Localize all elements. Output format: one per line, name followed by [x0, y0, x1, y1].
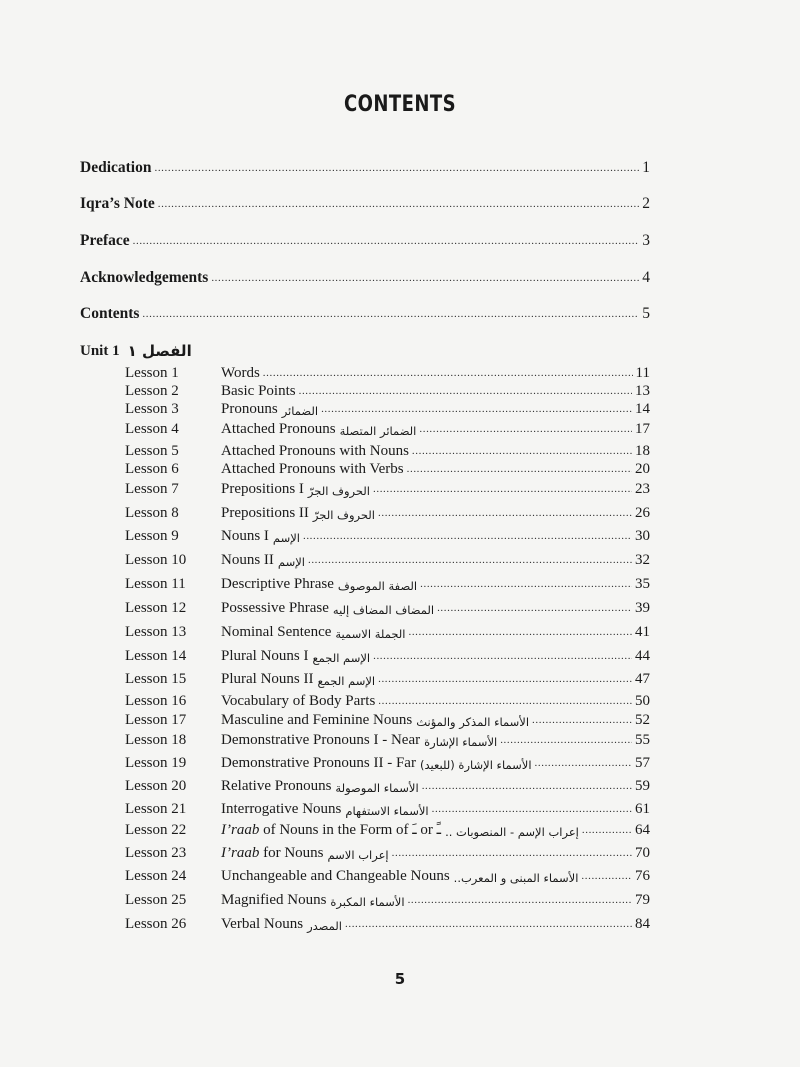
lesson-title-text: Unchangeable and Changeable Nouns [221, 868, 450, 884]
lesson-number: Lesson 23 [125, 845, 187, 861]
lesson-number: Lesson 16 [125, 693, 187, 709]
unit-heading [80, 342, 192, 360]
leader-dots [378, 674, 632, 688]
toc-lesson-row[interactable] [125, 709, 650, 729]
toc-lesson-row[interactable] [125, 525, 650, 545]
leader-dots [422, 781, 632, 795]
toc-lesson-row[interactable] [125, 729, 650, 749]
lesson-arabic-title: الضمائر [281, 404, 319, 418]
unit-arabic: الفصل ١ [127, 342, 192, 360]
lesson-title [221, 421, 336, 438]
lesson-title-text: Basic Points [221, 383, 296, 399]
lesson-page: 50 [635, 693, 650, 709]
lesson-title-text: Pronouns [221, 401, 278, 417]
toc-lesson-row[interactable] [125, 798, 650, 818]
entry-page: 1 [642, 159, 650, 176]
lesson-title-text: Descriptive Phrase [221, 576, 334, 592]
toc-lesson-row[interactable] [125, 913, 650, 933]
lesson-page: 52 [635, 712, 650, 728]
toc-lesson-row[interactable] [125, 502, 650, 522]
entry-page: 4 [642, 269, 650, 286]
lesson-title-italic: I’raab [221, 845, 260, 861]
lesson-title [221, 600, 329, 617]
lesson-title-text: Prepositions I [221, 481, 304, 497]
toc-lesson-row[interactable] [125, 418, 650, 438]
lesson-page: 14 [635, 401, 650, 417]
lesson-title [221, 916, 303, 933]
toc-entry-contents[interactable] [80, 301, 650, 323]
lesson-page: 11 [635, 365, 650, 381]
lesson-page: 84 [635, 916, 650, 932]
lesson-number: Lesson 17 [125, 712, 187, 728]
toc-lesson-row[interactable] [125, 440, 650, 460]
lesson-title [221, 671, 314, 688]
leader-dots [419, 424, 632, 438]
toc-lesson-row[interactable] [125, 478, 650, 498]
toc-lesson-row[interactable] [125, 865, 650, 885]
lesson-number: Lesson 4 [125, 421, 179, 437]
lesson-page: 26 [635, 505, 650, 521]
lesson-title-text: Demonstrative Pronouns I - Near [221, 732, 421, 748]
lesson-arabic-title: الصفة الموصوف [337, 579, 418, 593]
lesson-page: 23 [635, 481, 650, 497]
lesson-title [221, 624, 331, 641]
leader-dots [581, 871, 632, 885]
leader-dots [432, 804, 632, 818]
entry-label: Iqra’s Note [80, 195, 155, 212]
page-title: CONTENTS [344, 92, 456, 117]
leader-dots [142, 309, 639, 323]
toc-entry-preface[interactable] [80, 228, 650, 250]
entry-label: Contents [80, 305, 140, 322]
lesson-number: Lesson 25 [125, 892, 187, 908]
leader-dots [437, 603, 632, 617]
lesson-number: Lesson 20 [125, 778, 187, 794]
leader-dots [211, 273, 639, 287]
lesson-title-text: Verbal Nouns [221, 916, 304, 932]
lesson-arabic-title: المضاف المضاف إليه [332, 603, 435, 617]
leader-dots [535, 758, 632, 772]
lesson-title-text: Words [221, 365, 260, 381]
lesson-title [221, 552, 274, 569]
lesson-number: Lesson 7 [125, 481, 179, 497]
lesson-page: 76 [635, 868, 650, 884]
lesson-page: 64 [635, 822, 650, 838]
lesson-arabic-title: الإسم الجمع [317, 674, 376, 688]
toc-lesson-row[interactable] [125, 549, 650, 569]
lesson-page: 61 [635, 801, 650, 817]
lesson-title-text: Interrogative Nouns [221, 801, 342, 817]
lesson-arabic-title: الإسم [272, 531, 300, 545]
lesson-title-text: Nouns I [221, 528, 269, 544]
lesson-number: Lesson 11 [125, 576, 186, 592]
lesson-title [221, 732, 420, 749]
lesson-title [221, 892, 326, 909]
lesson-arabic-title: المصدر [307, 919, 342, 933]
lesson-arabic-title: الضمائر المتصلة [339, 424, 417, 438]
lesson-arabic-title: الإسم الجمع [312, 651, 371, 665]
lesson-arabic-title: الأسماء المبنى و المعرب.. [453, 871, 579, 885]
lesson-title [221, 845, 324, 862]
leader-dots [532, 715, 632, 729]
lesson-number: Lesson 18 [125, 732, 187, 748]
lesson-title-text: Masculine and Feminine Nouns [221, 712, 413, 728]
lesson-number: Lesson 21 [125, 801, 187, 817]
lesson-number: Lesson 14 [125, 648, 187, 664]
lesson-title-text: Attached Pronouns with Nouns [221, 443, 409, 459]
lesson-arabic-title: الحروف الجرّ [312, 508, 375, 522]
lesson-title-text: Magnified Nouns [221, 892, 327, 908]
toc-entry-iqras-note[interactable] [80, 191, 650, 213]
lesson-title-text: Possessive Phrase [221, 600, 329, 616]
toc-lesson-row[interactable] [125, 597, 650, 617]
leader-dots [582, 825, 632, 839]
lesson-arabic-title: الحروف الجرّ [307, 484, 370, 498]
leader-dots [420, 579, 632, 593]
lesson-title-text: Nominal Sentence [221, 624, 332, 640]
lesson-arabic-title: الأسماء الموصولة [335, 781, 419, 795]
lesson-page: 59 [635, 778, 650, 794]
lesson-page: 70 [635, 845, 650, 861]
lesson-title [221, 868, 450, 885]
lesson-title [221, 693, 375, 710]
leader-dots [321, 404, 632, 418]
page-number: 5 [394, 970, 406, 988]
lesson-title [221, 461, 404, 478]
toc-lesson-row[interactable] [125, 380, 650, 400]
lesson-title-text: of Nouns in the Form of ـَ or ـً [259, 822, 442, 838]
lesson-number: Lesson 5 [125, 443, 179, 459]
lesson-title-text: Plural Nouns II [221, 671, 314, 687]
lesson-title-text: Attached Pronouns with Verbs [221, 461, 404, 477]
lesson-number: Lesson 10 [125, 552, 187, 568]
lesson-title [221, 576, 334, 593]
lesson-page: 30 [635, 528, 650, 544]
lesson-title [221, 778, 331, 795]
leader-dots [378, 696, 632, 710]
lesson-arabic-title: الأسماء الإشارة [424, 735, 498, 749]
leader-dots [408, 627, 632, 641]
lesson-number: Lesson 8 [125, 505, 179, 521]
lesson-title-text: for Nouns [259, 845, 324, 861]
lesson-title [221, 401, 278, 418]
leader-dots [500, 735, 632, 749]
toc-lesson-row[interactable] [125, 668, 650, 688]
lesson-page: 18 [635, 443, 650, 459]
lesson-title [221, 755, 416, 772]
leader-dots [373, 651, 632, 665]
lesson-page: 32 [635, 552, 650, 568]
lesson-arabic-title: الأسماء المكبرة [330, 895, 405, 909]
lesson-arabic-title: الأسماء المذكر والمؤنث [416, 715, 530, 729]
leader-dots [407, 464, 632, 478]
lesson-page: 79 [635, 892, 650, 908]
entry-label: Acknowledgements [80, 269, 209, 286]
leader-dots [378, 508, 632, 522]
lesson-title-text: Vocabulary of Body Parts [221, 693, 376, 709]
lesson-title-text: Prepositions II [221, 505, 309, 521]
entry-page: 2 [642, 195, 650, 212]
lesson-title [221, 712, 412, 729]
lesson-title-text: Attached Pronouns [221, 421, 336, 437]
lesson-title-italic: I’raab [221, 822, 260, 838]
lesson-number: Lesson 6 [125, 461, 179, 477]
entry-label: Dedication [80, 159, 152, 176]
lesson-arabic-title: الأسماء الإشارة (للبعيد) [419, 758, 532, 772]
toc-entry-dedication[interactable] [80, 155, 650, 177]
toc-lesson-row[interactable] [125, 819, 650, 839]
lesson-page: 20 [635, 461, 650, 477]
lesson-page: 35 [635, 576, 650, 592]
toc-lesson-row[interactable] [125, 458, 650, 478]
leader-dots [373, 484, 632, 498]
entry-page: 5 [642, 305, 650, 322]
leader-dots [408, 895, 632, 909]
lesson-page: 47 [635, 671, 650, 687]
lesson-number: Lesson 3 [125, 401, 179, 417]
lesson-title [221, 801, 341, 818]
lesson-title [221, 648, 309, 665]
lesson-number: Lesson 2 [125, 383, 179, 399]
toc-lesson-row[interactable] [125, 752, 650, 772]
lesson-title [221, 505, 309, 522]
lesson-page: 55 [635, 732, 650, 748]
unit-label: Unit 1 [80, 343, 120, 359]
toc-lesson-row[interactable] [125, 690, 650, 710]
lesson-arabic-title: الإسم [277, 555, 305, 569]
toc-lesson-row[interactable] [125, 889, 650, 909]
toc-entry-acknowledgements[interactable] [80, 265, 650, 287]
lesson-arabic-title: الأسماء الاستفهام [345, 804, 429, 818]
lesson-page: 39 [635, 600, 650, 616]
lesson-number: Lesson 9 [125, 528, 179, 544]
entry-label: Preface [80, 232, 130, 249]
lesson-title-text: Demonstrative Pronouns II - Far [221, 755, 416, 771]
lesson-page: 44 [635, 648, 650, 664]
lesson-number: Lesson 19 [125, 755, 187, 771]
toc-lesson-row[interactable] [125, 362, 650, 382]
toc-lesson-row[interactable] [125, 645, 650, 665]
lesson-number: Lesson 24 [125, 868, 187, 884]
leader-dots [154, 163, 639, 177]
toc-lesson-row[interactable] [125, 573, 650, 593]
toc-lesson-row[interactable] [125, 621, 650, 641]
entry-page: 3 [642, 232, 650, 249]
lesson-title-text: Plural Nouns I [221, 648, 309, 664]
lesson-number: Lesson 26 [125, 916, 187, 932]
lesson-arabic-title: إعراب الإسم - المنصوبات .. [445, 825, 579, 839]
lesson-title [221, 820, 441, 839]
lesson-page: 57 [635, 755, 650, 771]
lesson-page: 13 [635, 383, 650, 399]
lesson-number: Lesson 13 [125, 624, 187, 640]
toc-lesson-row[interactable] [125, 398, 650, 418]
lesson-arabic-title: إعراب الاسم [327, 848, 389, 862]
lesson-page: 41 [635, 624, 650, 640]
lesson-number: Lesson 12 [125, 600, 187, 616]
lesson-title-text: Nouns II [221, 552, 274, 568]
toc-lesson-row[interactable] [125, 775, 650, 795]
lesson-arabic-title: الجملة الاسمية [335, 627, 406, 641]
lesson-number: Lesson 15 [125, 671, 187, 687]
leader-dots [303, 531, 632, 545]
leader-dots [158, 199, 639, 213]
lesson-title-text: Relative Pronouns [221, 778, 332, 794]
toc-lesson-row[interactable] [125, 842, 650, 862]
lesson-number: Lesson 1 [125, 365, 179, 381]
lesson-number: Lesson 22 [125, 822, 187, 838]
leader-dots [345, 919, 632, 933]
lesson-title [221, 481, 304, 498]
leader-dots [133, 236, 640, 250]
leader-dots [392, 848, 632, 862]
lesson-page: 17 [635, 421, 650, 437]
leader-dots [308, 555, 632, 569]
lesson-title [221, 528, 269, 545]
